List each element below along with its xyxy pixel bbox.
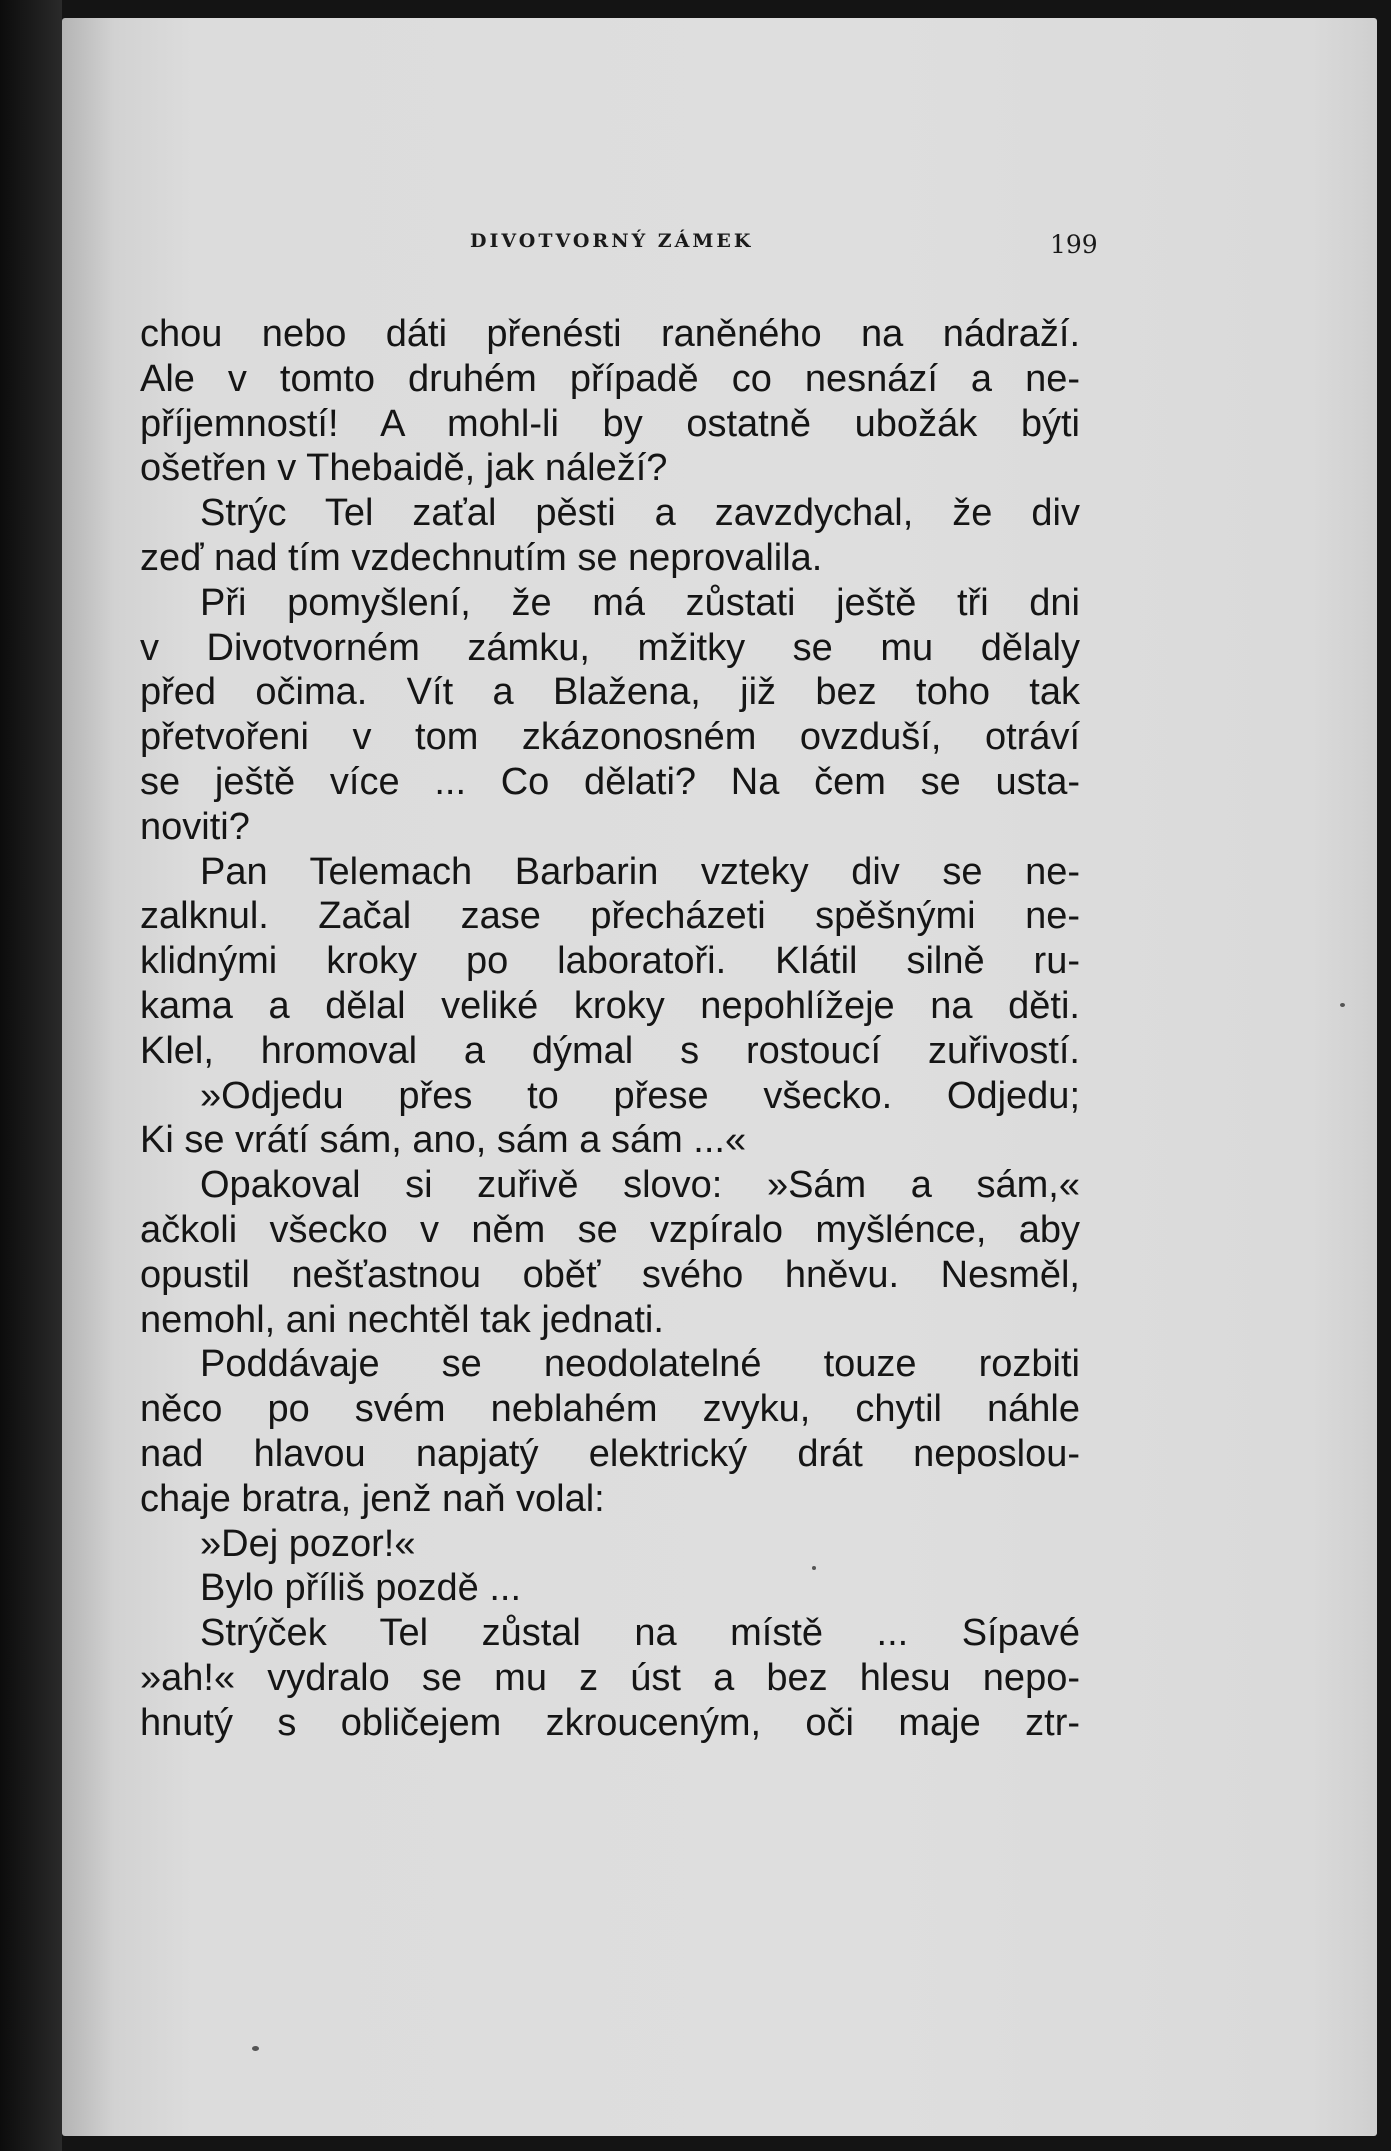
text-line: Při pomyšlení, že má zůstati ještě tři dni [200, 581, 1080, 624]
text-line: »ah!« vydralo se mu z úst a bez hlesu nepo- [140, 1656, 1080, 1699]
text-line: v Divotvorném zámku, mžitky se mu dělaly [140, 626, 1080, 669]
text-line: Opakoval si zuřivě slovo: »Sám a sám,« [200, 1164, 1080, 1207]
text-line: něco po svém neblahém zvyku, chytil náhle [140, 1388, 1080, 1431]
text-line: příjemností! A mohl-li by ostatně ubožák býti [140, 402, 1080, 445]
text-line: ošetřen v Thebaidě, jak náleží? [140, 447, 668, 490]
text-line: Strýček Tel zůstal na místě ... Sípavé [200, 1612, 1080, 1655]
text-line: hnutý s obličejem zkrouceným, oči maje ztr- [140, 1701, 1080, 1744]
text-line: »Dej pozor!« [200, 1522, 416, 1565]
text-line: zalknul. Začal zase přecházeti spěšnými ne- [140, 895, 1080, 938]
scan-binding-edge [0, 0, 62, 2151]
text-line: ačkoli všecko v něm se vzpíralo myšlénce, aby [140, 1208, 1080, 1251]
text-line: Pan Telemach Barbarin vzteky div se ne- [200, 850, 1080, 893]
text-line: se ještě více ... Co dělati? Na čem se usta- [140, 760, 1080, 803]
text-line: Poddávaje se neodolatelné touze rozbiti [200, 1343, 1080, 1386]
text-line: chou nebo dáti přenésti raněného na nádraží. [140, 313, 1080, 355]
text-line: před očima. Vít a Blažena, již bez toho tak [140, 671, 1080, 714]
text-line: chaje bratra, jenž naň volal: [140, 1477, 605, 1520]
text-line: kama a dělal veliké kroky nepohlížeje na děti. [140, 984, 1080, 1027]
text-line: přetvořeni v tom zkázonosném ovzduší, otráví [140, 716, 1080, 759]
body-text [140, 312, 1080, 1746]
scan-speck [1340, 1003, 1345, 1007]
text-line: »Odjedu přes to přese všecko. Odjedu; [200, 1074, 1080, 1117]
scan-speck [252, 2046, 259, 2051]
text-line: Strýc Tel zaťal pěsti a zavzdychal, že div [200, 492, 1080, 535]
text-line: nemohl, ani nechtěl tak jednati. [140, 1298, 664, 1341]
text-line: Bylo příliš pozdě ... [200, 1567, 522, 1610]
text-line: Klel, hromoval a dýmal s rostoucí zuřivostí. [140, 1029, 1080, 1072]
text-line: opustil nešťastnou oběť svého hněvu. Nesměl, [140, 1253, 1080, 1296]
page-number: 199 [1050, 230, 1098, 259]
text-line: klidnými kroky po laboratoři. Klátil silně ru- [140, 940, 1080, 983]
text-line: Ale v tomto druhém případě co nesnází a ne- [140, 357, 1080, 400]
text-line: Ki se vrátí sám, ano, sám a sám ...« [140, 1119, 747, 1162]
running-head: DIVOTVORNÝ ZÁMEK [470, 230, 754, 252]
text-line: zeď nad tím vzdechnutím se neprovalila. [140, 536, 823, 579]
text-line: noviti? [140, 805, 250, 848]
text-line: nad hlavou napjatý elektrický drát neposlou- [140, 1432, 1080, 1475]
